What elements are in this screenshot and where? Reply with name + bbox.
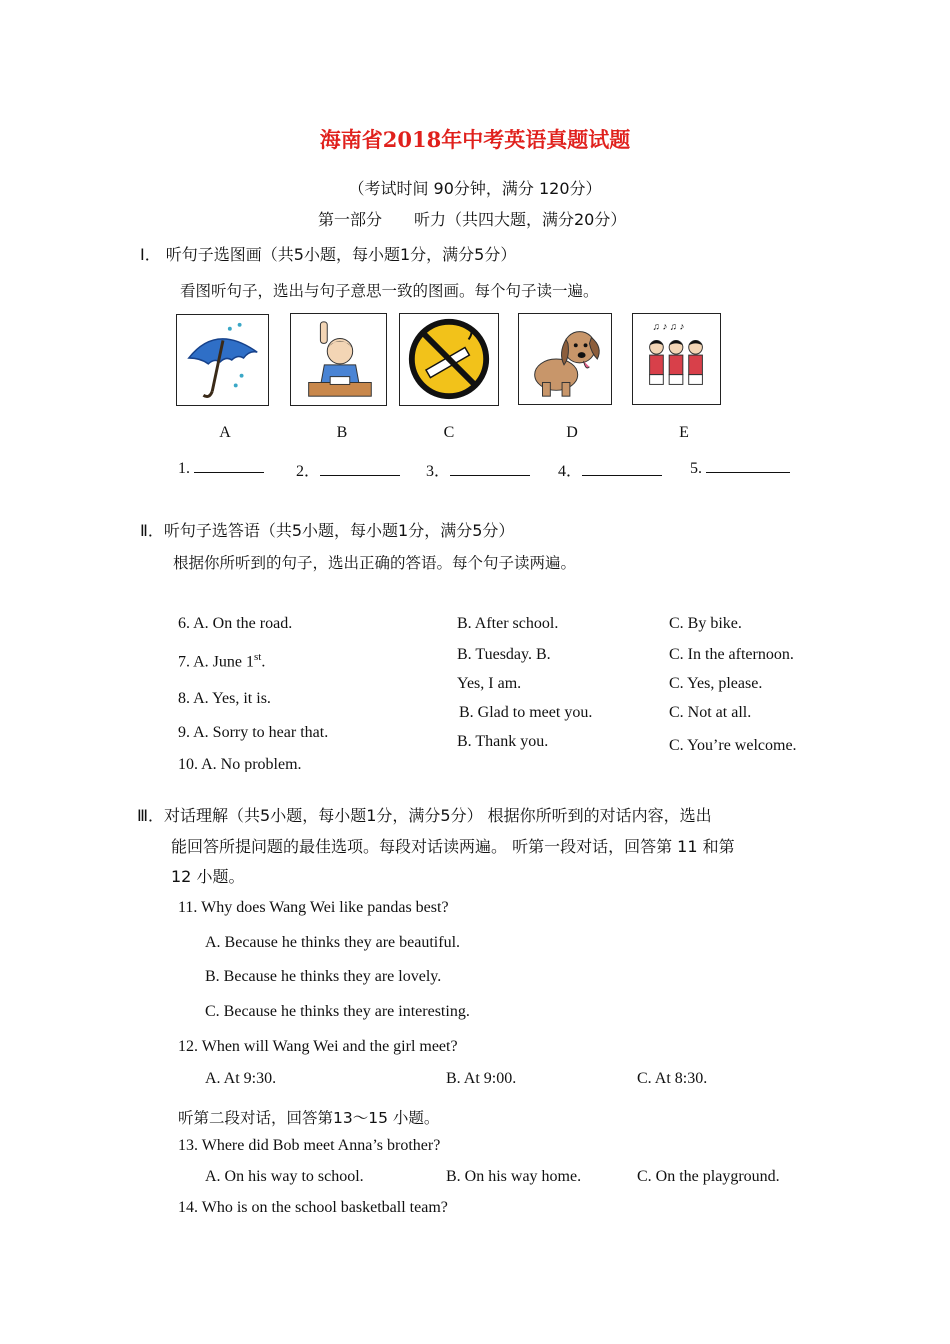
blank-number-2: 2． bbox=[296, 463, 321, 480]
q11-option-c: C. Because he thinks they are interesting. bbox=[205, 1003, 470, 1020]
section2-instruction: 根据你所听到的句子，选出正确的答语。每个句子读两遍。 bbox=[173, 554, 577, 572]
q7-a-text: 7. A. June 1 bbox=[178, 653, 254, 671]
section2-heading: Ⅱ．听句子选答语（共5小题，每小题1分，满分5分） bbox=[140, 521, 515, 540]
q7-a-end: . bbox=[261, 653, 266, 671]
picture-label-a: A bbox=[219, 424, 231, 441]
q8-option-c: C. Yes, please. bbox=[669, 675, 763, 692]
q13-option-b: B. On his way home. bbox=[446, 1168, 582, 1185]
q12-option-a: A. At 9:30. bbox=[205, 1070, 277, 1087]
q7-option-b: B. Tuesday. B. bbox=[457, 646, 551, 663]
q8-option-b: Yes, I am. bbox=[457, 675, 522, 692]
picture-b bbox=[290, 313, 387, 406]
blank-line[interactable] bbox=[450, 461, 530, 476]
dog-icon bbox=[519, 314, 611, 404]
picture-label-b: B bbox=[336, 424, 348, 441]
q12-option-c: C. At 8:30. bbox=[637, 1070, 708, 1087]
blank-line[interactable] bbox=[706, 458, 790, 473]
picture-label-d: D bbox=[566, 424, 578, 441]
section3-heading-line2: 能回答所提问题的最佳选项。每段对话读两遍。 听第一段对话，回答第 11 和第 bbox=[171, 837, 735, 856]
exam-info: （考试时间 90分钟，满分 120分） bbox=[348, 179, 602, 198]
part-heading: 第一部分 听力（共四大题，满分20分） bbox=[318, 210, 627, 229]
section3-heading-line1: Ⅲ．对话理解（共5小题，每小题1分，满分5分） 根据你所听到的对话内容，选出 bbox=[137, 806, 712, 825]
section1-instruction: 看图听句子，选出与句子意思一致的图画。每个句子读一遍。 bbox=[180, 282, 599, 300]
q13-option-a: A. On his way to school. bbox=[205, 1168, 364, 1185]
page-title: 海南省2018年中考英语真题试题 bbox=[319, 127, 631, 152]
blank-number-4: 4． bbox=[558, 463, 583, 480]
q13-option-c: C. On the playground. bbox=[637, 1168, 780, 1185]
answer-blank-1[interactable] bbox=[178, 458, 264, 478]
girls-singing-icon bbox=[633, 314, 720, 404]
blank-number-1: 1. bbox=[178, 460, 190, 477]
picture-a bbox=[176, 314, 269, 406]
q11-option-b: B. Because he thinks they are lovely. bbox=[205, 968, 442, 985]
q6-option-c: C. By bike. bbox=[669, 615, 742, 632]
dialog2-instruction: 听第二段对话，回答第13～15 小题。 bbox=[178, 1109, 440, 1127]
answer-blank-2[interactable] bbox=[296, 458, 400, 481]
q7-option-c: C. In the afternoon. bbox=[669, 646, 794, 663]
blank-number-5: 5. bbox=[690, 460, 702, 477]
q13-question: 13. Where did Bob meet Anna’s brother? bbox=[178, 1137, 441, 1154]
q11-option-a: A. Because he thinks they are beautiful. bbox=[205, 934, 461, 951]
q6-option-b: B. After school. bbox=[457, 615, 559, 632]
q9-option-b: B. Glad to meet you. bbox=[459, 704, 593, 721]
blank-line[interactable] bbox=[582, 461, 662, 476]
picture-label-e: E bbox=[679, 424, 689, 441]
q12-question: 12. When will Wang Wei and the girl meet? bbox=[178, 1038, 458, 1055]
q9-option-c: C. Not at all. bbox=[669, 704, 752, 721]
answer-blank-3[interactable] bbox=[426, 458, 530, 481]
q8-option-a: 8. A. Yes, it is. bbox=[178, 690, 271, 707]
section3-heading-line3: 12 小题。 bbox=[171, 867, 245, 886]
q7-option-a bbox=[178, 651, 265, 671]
student-raising-hand-icon bbox=[291, 314, 386, 405]
blank-line[interactable] bbox=[194, 458, 264, 473]
q10-option-b: B. Thank you. bbox=[457, 733, 549, 750]
picture-e bbox=[632, 313, 721, 405]
q9-option-a: 9. A. Sorry to hear that. bbox=[178, 724, 329, 741]
q10-option-c: C. You’re welcome. bbox=[669, 737, 797, 754]
picture-d bbox=[518, 313, 612, 405]
no-smoking-icon bbox=[400, 314, 498, 405]
section1-heading: Ⅰ． 听句子选图画（共5小题，每小题1分，满分5分） bbox=[140, 245, 517, 264]
q6-option-a: 6. A. On the road. bbox=[178, 615, 293, 632]
q11-question: 11. Why does Wang Wei like pandas best? bbox=[178, 899, 449, 916]
svg-text:♫ ♪ ♫ ♪: ♫ ♪ ♫ ♪ bbox=[652, 321, 685, 333]
q10-option-a: 10. A. No problem. bbox=[178, 756, 302, 772]
answer-blank-5[interactable] bbox=[690, 458, 790, 478]
picture-c bbox=[399, 313, 499, 406]
blank-number-3: 3． bbox=[426, 463, 451, 480]
umbrella-rain-icon bbox=[177, 315, 268, 405]
q14-question: 14. Who is on the school basketball team? bbox=[178, 1199, 448, 1216]
picture-label-c: C bbox=[443, 424, 455, 441]
q12-option-b: B. At 9:00. bbox=[446, 1070, 517, 1087]
q7-a-sup: st bbox=[254, 651, 262, 663]
blank-line[interactable] bbox=[320, 461, 400, 476]
answer-blank-4[interactable] bbox=[558, 458, 662, 481]
